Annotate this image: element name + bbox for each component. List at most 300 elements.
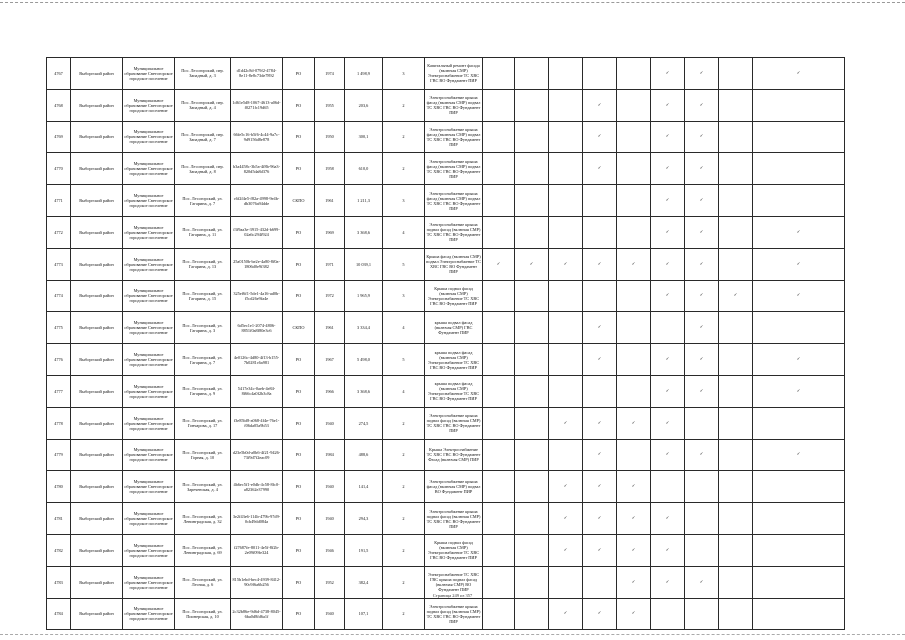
check-cell (651, 89, 685, 121)
district-cell: Выборгский район (71, 566, 123, 598)
floors-cell: 2 (383, 153, 425, 185)
checkmark-icon: ✓ (796, 357, 801, 363)
check-cell (617, 439, 651, 471)
form-cell: РО (283, 534, 315, 566)
row-number: 4782 (47, 534, 71, 566)
owner-cell: Муниципальное образование Светогорское городское поселение (123, 598, 175, 630)
check-cell (685, 185, 719, 217)
check-cell (753, 375, 845, 407)
check-cell (719, 439, 753, 471)
check-cell (549, 534, 583, 566)
check-cell (685, 58, 719, 90)
checkmark-icon: ✓ (699, 134, 704, 140)
address-cell: Пос. Лесогорский, ул. Гагарина, д. 11 (175, 216, 231, 248)
table-row (47, 471, 845, 503)
district-cell: Выборгский район (71, 503, 123, 535)
check-cell (583, 121, 617, 153)
check-cell (583, 185, 617, 217)
table-row (47, 312, 845, 344)
checkmark-icon: ✓ (631, 516, 636, 522)
checkmark-icon: ✓ (563, 516, 568, 522)
checkmark-icon: ✓ (597, 516, 602, 522)
check-cell (549, 312, 583, 344)
address-cell: Пос. Лесогорский, ул. Гагарина, д. 7 (175, 344, 231, 376)
form-cell: РО (283, 503, 315, 535)
area-cell: 5 498,0 (345, 344, 383, 376)
owner-cell: Муниципальное образование Светогорское городское поселение (123, 153, 175, 185)
works-cell: Электроснабжение крыша фасад (включая СМР) подвал ТС ХВС ГВС ВО Фундамент ПИР (425, 121, 483, 153)
checkmark-icon: ✓ (733, 293, 738, 299)
year-cell: 1972 (315, 280, 345, 312)
table-row (47, 216, 845, 248)
district-cell: Выборгский район (71, 439, 123, 471)
address-cell: Пос. Лесогорский, ул. Гагарина, д. 3 (175, 312, 231, 344)
check-cell (515, 121, 549, 153)
check-cell (617, 153, 651, 185)
works-cell: Электроснабжение крыша подвал фасад (включая СМР) ТС ХВС ГВС ВО Фундамент ПИР (425, 407, 483, 439)
area-cell: 3 334,4 (345, 312, 383, 344)
checkmark-icon: ✓ (563, 547, 568, 553)
guid-cell: 3e2f43e6-114b-479b-97d9-0cb49dd084a (231, 503, 283, 535)
district-cell: Выборгский район (71, 375, 123, 407)
works-cell: крыша подвал фасад (включая СМР) ГВС Фундамент ПИР (425, 312, 483, 344)
check-cell (651, 248, 685, 280)
checkmark-icon: ✓ (699, 293, 704, 299)
check-cell (483, 280, 515, 312)
area-cell: 191,5 (345, 534, 383, 566)
check-cell (719, 503, 753, 535)
works-cell: Крыша подвал фасад (включая СМР) Электроснабжение ТС ХВС ГВС ВО Фундамент ПИР (425, 534, 483, 566)
table-row (47, 439, 845, 471)
address-cell: Пос. Лесогорский, ул. Гагарина, д. 9 (175, 375, 231, 407)
check-cell (753, 344, 845, 376)
check-cell (515, 534, 549, 566)
checkmark-icon: ✓ (665, 420, 670, 426)
row-number: 4774 (47, 280, 71, 312)
check-cell (685, 344, 719, 376)
district-cell: Выборгский район (71, 344, 123, 376)
checkmark-icon: ✓ (665, 388, 670, 394)
checkmark-icon: ✓ (665, 547, 670, 553)
area-cell: 107,1 (345, 598, 383, 630)
floors-cell: 2 (383, 471, 425, 503)
form-cell: РО (283, 153, 315, 185)
district-cell: Выборгский район (71, 280, 123, 312)
checkmark-icon: ✓ (631, 261, 636, 267)
check-cell (515, 439, 549, 471)
area-cell: 610,0 (345, 153, 383, 185)
check-cell (617, 58, 651, 90)
checkmark-icon: ✓ (699, 325, 704, 331)
floors-cell: 5 (383, 344, 425, 376)
checkmark-icon: ✓ (631, 420, 636, 426)
check-cell (549, 280, 583, 312)
floors-cell: 3 (383, 185, 425, 217)
check-cell (483, 248, 515, 280)
check-cell (483, 185, 515, 217)
checkmark-icon: ✓ (665, 229, 670, 235)
owner-cell: Муниципальное образование Светогорское городское поселение (123, 312, 175, 344)
check-cell (651, 375, 685, 407)
check-cell (549, 58, 583, 90)
form-cell: РО (283, 471, 315, 503)
check-cell (549, 503, 583, 535)
check-cell (753, 216, 845, 248)
check-cell (719, 280, 753, 312)
checkmark-icon: ✓ (699, 579, 704, 585)
check-cell (685, 312, 719, 344)
row-number: 4783 (47, 566, 71, 598)
check-cell (515, 89, 549, 121)
district-cell: Выборгский район (71, 598, 123, 630)
check-cell (753, 121, 845, 153)
check-cell (753, 248, 845, 280)
year-cell: 1940 (315, 407, 345, 439)
row-number: 4777 (47, 375, 71, 407)
table-row (47, 185, 845, 217)
checkmark-icon: ✓ (597, 547, 602, 553)
check-cell (483, 503, 515, 535)
floors-cell: 2 (383, 439, 425, 471)
checkmark-icon: ✓ (796, 388, 801, 394)
checkmark-icon: ✓ (631, 611, 636, 617)
guid-cell: 6d5ec1e1-2074-4806-8851f0a8f80e3c6 (231, 312, 283, 344)
checkmark-icon: ✓ (699, 229, 704, 235)
check-cell (583, 534, 617, 566)
checkmark-icon: ✓ (563, 611, 568, 617)
district-cell: Выборгский район (71, 471, 123, 503)
check-cell (685, 407, 719, 439)
check-cell (651, 344, 685, 376)
checkmark-icon: ✓ (597, 166, 602, 172)
checkmark-icon: ✓ (665, 293, 670, 299)
checkmark-icon: ✓ (699, 388, 704, 394)
district-cell: Выборгский район (71, 153, 123, 185)
check-cell (617, 280, 651, 312)
guid-cell: 66fe5c16-b5f6-4c44-9a7c-9d9156d8e878 (231, 121, 283, 153)
check-cell (483, 121, 515, 153)
checkmark-icon: ✓ (665, 70, 670, 76)
check-cell (515, 344, 549, 376)
address-cell: Пос. Лесогорский, пер. Западный, д. 3 (175, 58, 231, 90)
row-number: 4771 (47, 185, 71, 217)
check-cell (617, 89, 651, 121)
form-cell: СКПО (283, 312, 315, 344)
year-cell: 1969 (315, 216, 345, 248)
address-cell: Пос. Лесогорский, ул. Ленинградская, д. 69 (175, 534, 231, 566)
check-cell (583, 248, 617, 280)
check-cell (651, 407, 685, 439)
check-cell (753, 598, 845, 630)
check-cell (685, 280, 719, 312)
table-row (47, 407, 845, 439)
row-number: 4770 (47, 153, 71, 185)
owner-cell: Муниципальное образование Светогорское городское поселение (123, 280, 175, 312)
check-cell (549, 598, 583, 630)
checkmark-icon: ✓ (665, 261, 670, 267)
check-cell (483, 407, 515, 439)
form-cell: РО (283, 439, 315, 471)
form-cell: РО (283, 248, 315, 280)
check-cell (483, 471, 515, 503)
check-cell (583, 312, 617, 344)
check-cell (753, 153, 845, 185)
check-cell (685, 248, 719, 280)
check-cell (549, 407, 583, 439)
floors-cell: 3 (383, 280, 425, 312)
check-cell (651, 121, 685, 153)
check-cell (515, 153, 549, 185)
checkmark-icon: ✓ (699, 198, 704, 204)
check-cell (483, 598, 515, 630)
check-cell (515, 598, 549, 630)
form-cell: РО (283, 121, 315, 153)
checkmark-icon: ✓ (529, 261, 534, 267)
guid-cell: 1d61e5d8-1067-4613-a06d-f0271fc19d65 (231, 89, 283, 121)
area-cell: 488,6 (345, 439, 383, 471)
check-cell (583, 344, 617, 376)
year-cell: 1961 (315, 312, 345, 344)
check-cell (617, 598, 651, 630)
area-cell: 203,6 (345, 89, 383, 121)
page-bottom-edge (0, 634, 905, 635)
form-cell: РО (283, 58, 315, 90)
area-cell: 274,5 (345, 407, 383, 439)
floors-cell: 2 (383, 407, 425, 439)
page-top-edge (0, 2, 905, 3)
check-cell (685, 471, 719, 503)
check-cell (483, 344, 515, 376)
works-cell: Крыша фасад (включая СМР) подвал Электроснабжение ТС ХВС ГВС ВО Фундамент ПИР (425, 248, 483, 280)
year-cell: 1966 (315, 375, 345, 407)
check-cell (483, 439, 515, 471)
guid-cell: f27687fe-8011-4e5f-8f2b-2e09f09fe324 (231, 534, 283, 566)
year-cell: 1971 (315, 248, 345, 280)
check-cell (753, 185, 845, 217)
checkmark-icon: ✓ (597, 325, 602, 331)
check-cell (549, 216, 583, 248)
form-cell: РО (283, 216, 315, 248)
works-cell: Электроснабжение крыша фасад (включая СМР) подвал ТС ХВС ГВС ВО Фундамент ПИР (425, 153, 483, 185)
year-cell: 1950 (315, 121, 345, 153)
works-cell: Электроснабжение крыша фасад (включая СМР) подвал ТС ХВС ГВС ВО Фундамент ПИР (425, 89, 483, 121)
check-cell (719, 216, 753, 248)
check-cell (753, 407, 845, 439)
owner-cell: Муниципальное образование Светогорское городское поселение (123, 58, 175, 90)
check-cell (483, 89, 515, 121)
district-cell: Выборгский район (71, 407, 123, 439)
table-row (47, 280, 845, 312)
check-cell (753, 534, 845, 566)
district-cell: Выборгский район (71, 216, 123, 248)
check-cell (549, 439, 583, 471)
address-cell: Пос. Лесогорский, ул. Горная, д. 10 (175, 439, 231, 471)
checkmark-icon: ✓ (496, 261, 501, 267)
check-cell (549, 153, 583, 185)
check-cell (685, 121, 719, 153)
form-cell: РО (283, 598, 315, 630)
works-cell: Электроснабжение крыша подвал фасад (включая СМР) ТС ХВС ГВС ВО Фундамент ПИР (425, 503, 483, 535)
checkmark-icon: ✓ (631, 547, 636, 553)
check-cell (583, 503, 617, 535)
row-number: 4781 (47, 503, 71, 535)
area-cell: 300,1 (345, 121, 383, 153)
check-cell (651, 471, 685, 503)
check-cell (753, 89, 845, 121)
row-number: 4776 (47, 344, 71, 376)
check-cell (583, 58, 617, 90)
check-cell (685, 216, 719, 248)
works-cell: крыша подвал фасад (включая СМР) Электроснабжение ТС ХВС ГВС ВО Фундамент ПИР (425, 375, 483, 407)
checkmark-icon: ✓ (699, 102, 704, 108)
check-cell (483, 534, 515, 566)
owner-cell: Муниципальное образование Светогорское городское поселение (123, 407, 175, 439)
checkmark-icon: ✓ (597, 102, 602, 108)
row-number: 4773 (47, 248, 71, 280)
checkmark-icon: ✓ (665, 134, 670, 140)
check-cell (651, 439, 685, 471)
works-cell: Крыша Электроснабжение ТС ХВС ГВС ВО Фундамент Фасад (включая СМР) ПИР (425, 439, 483, 471)
check-cell (685, 439, 719, 471)
row-number: 4780 (47, 471, 71, 503)
works-cell: Капитальный ремонт фасада (включая СМР) Электроснабжение ТС ХВС ГВС ВО Фундамент ПИР (425, 58, 483, 90)
guid-cell: c6f2f4e5-f82a-4998-9e4b-db3076a94dde (231, 185, 283, 217)
check-cell (719, 312, 753, 344)
check-cell (583, 471, 617, 503)
guid-cell: d1d42c8d-079f2-4784-8e11-8e8c73de7892 (231, 58, 283, 90)
works-cell: Электроснабжение ТС ХВС ГВС крыша подвал фасад (включая СМР) ВО Фундамент ПИР (425, 566, 483, 598)
checkmark-icon: ✓ (699, 261, 704, 267)
checkmark-icon: ✓ (699, 452, 704, 458)
floors-cell: 3 (383, 58, 425, 90)
checkmark-icon: ✓ (597, 452, 602, 458)
guid-cell: 815b1ebd-bec4-4939-8412-90c9f6a6b256 (231, 566, 283, 598)
address-cell: Пос. Лесогорский, ул. Лесная, д. 6 (175, 566, 231, 598)
guid-cell: 25a0150b-be2e-4a80-8f0a-1806d0e9f382 (231, 248, 283, 280)
year-cell: 1984 (315, 439, 345, 471)
area-cell: 3 368,6 (345, 375, 383, 407)
page-footer: Страница 249 из 357 (432, 593, 473, 598)
table-row (47, 89, 845, 121)
floors-cell: 4 (383, 216, 425, 248)
check-cell (617, 344, 651, 376)
check-cell (719, 534, 753, 566)
checkmark-icon: ✓ (563, 261, 568, 267)
guid-cell: 4e0126c-4d80-4f13-b155-7b0281c6a981 (231, 344, 283, 376)
check-cell (719, 248, 753, 280)
year-cell: 1958 (315, 153, 345, 185)
checkmark-icon: ✓ (597, 134, 602, 140)
check-cell (483, 153, 515, 185)
checkmark-icon: ✓ (665, 516, 670, 522)
guid-cell: 5417e34c-0aeb-4e84-8f66c4a0f2b3c8a (231, 375, 283, 407)
floors-cell: 5 (383, 248, 425, 280)
year-cell: 1967 (315, 344, 345, 376)
floors-cell: 4 (383, 375, 425, 407)
table-row (47, 248, 845, 280)
form-cell: РО (283, 375, 315, 407)
checkmark-icon: ✓ (665, 357, 670, 363)
guid-cell: 2c32b86e-9d6d-4738-8045-6ba0d8fd6a1f (231, 598, 283, 630)
check-cell (549, 375, 583, 407)
check-cell (719, 185, 753, 217)
owner-cell: Муниципальное образование Светогорское городское поселение (123, 89, 175, 121)
checkmark-icon: ✓ (597, 484, 602, 490)
checkmark-icon: ✓ (796, 70, 801, 76)
row-number: 4772 (47, 216, 71, 248)
guid-cell: 325ef6f1-5de1-4a16-ad0b-f5cd26e9fa4e (231, 280, 283, 312)
check-cell (483, 312, 515, 344)
checkmark-icon: ✓ (631, 579, 636, 585)
form-cell: РО (283, 344, 315, 376)
check-cell (685, 503, 719, 535)
floors-cell: 2 (383, 534, 425, 566)
check-cell (651, 312, 685, 344)
address-cell: Пос. Лесогорский, пер. Западный, д. 7 (175, 121, 231, 153)
owner-cell: Муниципальное образование Светогорское городское поселение (123, 503, 175, 535)
check-cell (651, 58, 685, 90)
area-cell: 10 039,1 (345, 248, 383, 280)
check-cell (549, 344, 583, 376)
check-cell (719, 344, 753, 376)
check-cell (483, 375, 515, 407)
table-row (47, 503, 845, 535)
form-cell: СКПО (283, 185, 315, 217)
checkmark-icon: ✓ (597, 420, 602, 426)
area-cell: 294,3 (345, 503, 383, 535)
check-cell (685, 153, 719, 185)
district-cell: Выборгский район (71, 185, 123, 217)
checkmark-icon: ✓ (665, 198, 670, 204)
checkmark-icon: ✓ (631, 484, 636, 490)
works-cell: Крыша подвал фасад (включая СМР) Электроснабжение ТС ХВС ГВС ВО Фундамент ПИР (425, 280, 483, 312)
check-cell (651, 280, 685, 312)
check-cell (583, 153, 617, 185)
district-cell: Выборгский район (71, 89, 123, 121)
address-cell: Пос. Лесогорский, ул. Гагарина, д. 7 (175, 185, 231, 217)
check-cell (651, 598, 685, 630)
check-cell (719, 598, 753, 630)
check-cell (651, 534, 685, 566)
checkmark-icon: ✓ (665, 579, 670, 585)
district-cell: Выборгский район (71, 248, 123, 280)
area-cell: 1 965,9 (345, 280, 383, 312)
check-cell (515, 58, 549, 90)
check-cell (685, 375, 719, 407)
check-cell (685, 89, 719, 121)
check-cell (753, 503, 845, 535)
row-number: 4768 (47, 89, 71, 121)
year-cell: 1940 (315, 471, 345, 503)
table-row (47, 375, 845, 407)
guid-cell: d23e5b0d-a0b6-4f21-9426-73f9d7f2eac09 (231, 439, 283, 471)
check-cell (753, 439, 845, 471)
check-cell (719, 89, 753, 121)
year-cell: 1961 (315, 185, 345, 217)
check-cell (719, 471, 753, 503)
check-cell (753, 280, 845, 312)
checkmark-icon: ✓ (699, 357, 704, 363)
district-cell: Выборгский район (71, 121, 123, 153)
check-cell (515, 216, 549, 248)
check-cell (617, 185, 651, 217)
owner-cell: Муниципальное образование Светогорское городское поселение (123, 121, 175, 153)
owner-cell: Муниципальное образование Светогорское городское поселение (123, 566, 175, 598)
check-cell (515, 248, 549, 280)
owner-cell: Муниципальное образование Светогорское городское поселение (123, 439, 175, 471)
table-row (47, 534, 845, 566)
checkmark-icon: ✓ (563, 420, 568, 426)
